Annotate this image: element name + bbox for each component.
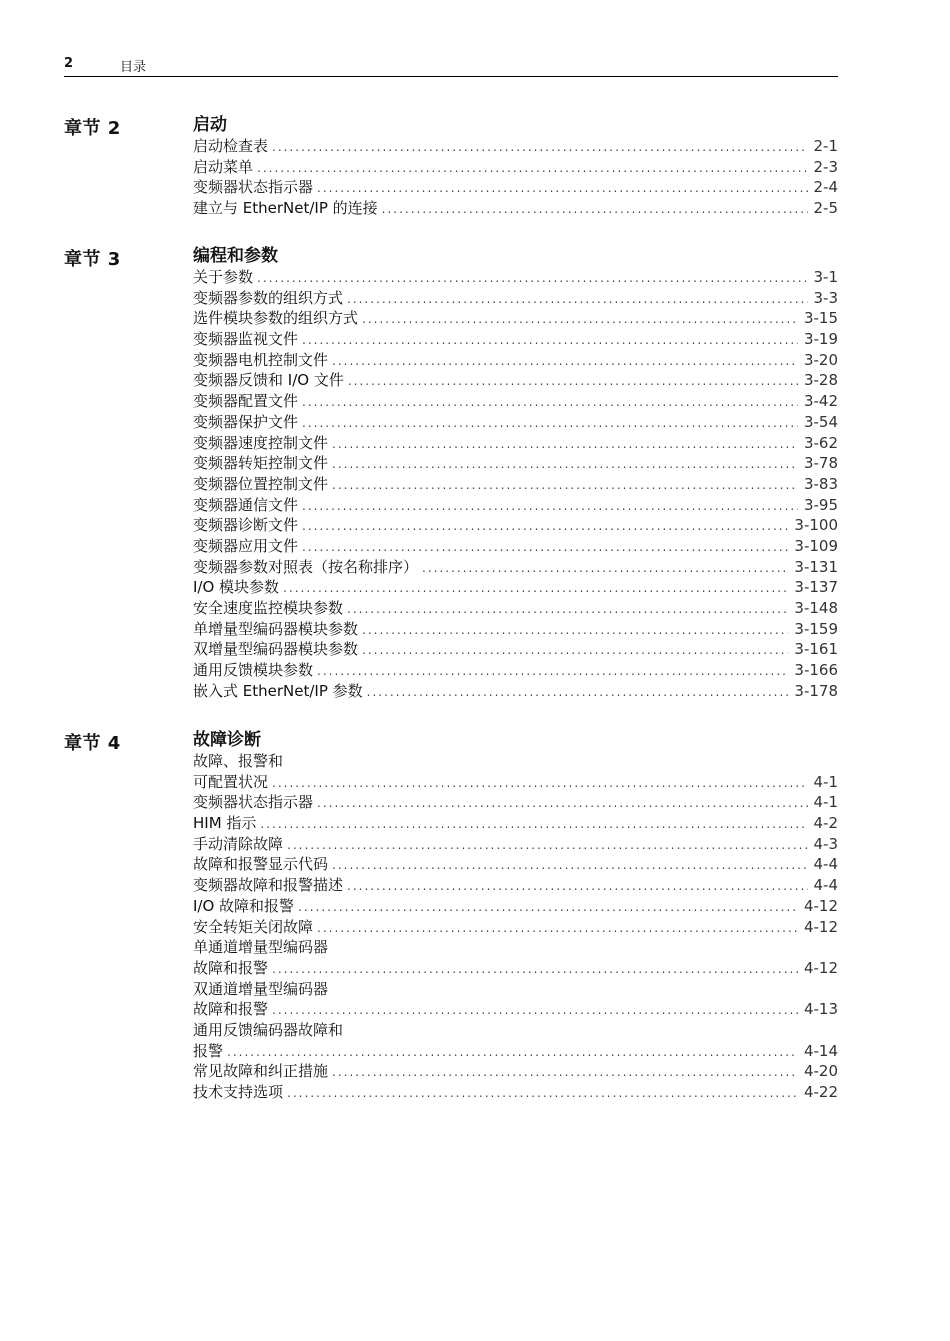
toc-entry-page: 3-83 <box>803 474 838 493</box>
toc-entry-text: HIM 指示 <box>193 814 257 833</box>
toc-entry-page: 3-148 <box>794 599 838 617</box>
toc-entry-text: 变频器位置控制文件 <box>193 474 329 493</box>
dot-leader <box>287 835 807 856</box>
toc-entry[interactable] <box>193 308 838 329</box>
toc-entry-text: 启动检查表 <box>193 137 269 155</box>
dot-leader <box>317 793 807 814</box>
toc-entry-page: 2-4 <box>813 178 838 197</box>
toc-entry[interactable] <box>193 198 838 219</box>
toc-entry-text: 变频器故障和报警描述 <box>193 876 344 895</box>
toc-entry[interactable] <box>193 813 838 834</box>
toc-entry-page: 3-131 <box>794 557 838 576</box>
toc-entry-text: 变频器参数的组织方式 <box>193 288 344 307</box>
toc-entry[interactable] <box>193 370 838 391</box>
toc-entry-page: 3-178 <box>794 681 838 700</box>
dot-leader <box>272 959 798 980</box>
toc-entry-text: 单增量型编码器模块参数 <box>193 619 359 638</box>
toc-entry-page: 4-3 <box>813 834 838 853</box>
toc-entry-text: 关于参数 <box>193 268 254 286</box>
toc-entry[interactable] <box>193 515 838 536</box>
toc-entry[interactable] <box>193 495 838 516</box>
toc-entry-page: 2-3 <box>813 157 838 176</box>
dot-leader <box>272 137 807 158</box>
toc-entry-text: 通用反馈模块参数 <box>193 661 314 680</box>
toc-entry-text: 通用反馈编码器故障和 <box>193 1020 344 1039</box>
toc-entry[interactable] <box>193 958 838 979</box>
dot-leader <box>362 309 798 330</box>
toc-entry[interactable] <box>193 433 838 454</box>
toc-entry-page: 3-137 <box>794 578 838 597</box>
toc-entry-page: 3-159 <box>794 619 838 638</box>
dot-leader <box>347 599 788 620</box>
toc-entry-text: 故障、报警和 <box>193 752 284 770</box>
dot-leader <box>272 1000 798 1021</box>
dot-leader <box>382 199 808 220</box>
toc-entry[interactable] <box>193 453 838 474</box>
toc-entry-text: 变频器速度控制文件 <box>193 433 329 452</box>
dot-leader <box>332 1062 798 1083</box>
toc-entry-text: 报警 <box>193 1041 224 1060</box>
toc-entry-page: 4-1 <box>813 793 838 812</box>
toc-entries <box>193 136 838 219</box>
toc-entry-text: I/O 模块参数 <box>193 578 280 597</box>
header-title: 目录 <box>120 60 147 75</box>
dot-leader <box>260 814 807 835</box>
toc-entry-text: 嵌入式 EtherNet/IP 参数 <box>193 681 363 700</box>
dot-leader <box>302 330 798 351</box>
toc-entry[interactable] <box>193 536 838 557</box>
toc-entry-text: 变频器转矩控制文件 <box>193 454 329 473</box>
toc-entry-text: 安全速度监控模块参数 <box>193 599 344 617</box>
dot-leader <box>302 516 788 537</box>
toc-entry-text: 安全转矩关闭故障 <box>193 917 314 936</box>
toc-entry-page: 3-3 <box>813 288 838 307</box>
toc-entry-text: 启动菜单 <box>193 157 254 176</box>
toc-entry-text: 变频器通信文件 <box>193 495 299 514</box>
dot-leader <box>332 434 798 455</box>
toc-entry-page: 3-1 <box>813 268 838 286</box>
dot-leader <box>257 158 807 179</box>
dot-leader <box>348 371 798 392</box>
toc-entry-text: 选件模块参数的组织方式 <box>193 309 359 328</box>
dot-leader <box>302 537 788 558</box>
toc-entry-page: 4-12 <box>803 958 838 977</box>
dot-leader <box>317 178 807 199</box>
toc-entry-text: 双通道增量型编码器 <box>193 979 329 998</box>
toc-entry[interactable] <box>193 412 838 433</box>
toc-entry[interactable] <box>193 896 838 917</box>
toc-entry[interactable] <box>193 136 838 157</box>
toc-entry-text: 可配置状况 <box>193 772 269 791</box>
chapter-title: 编程和参数 <box>193 246 278 266</box>
toc-entry-text: 双增量型编码器模块参数 <box>193 640 359 659</box>
dot-leader <box>362 640 788 661</box>
toc-entry-page: 2-1 <box>813 137 838 155</box>
toc-entry-page: 4-20 <box>803 1062 838 1081</box>
toc-entry[interactable] <box>193 288 838 309</box>
dot-leader <box>332 855 807 876</box>
toc-entry-text: 变频器状态指示器 <box>193 178 314 197</box>
toc-entry-page: 4-14 <box>803 1041 838 1060</box>
toc-entry-page: 3-166 <box>794 661 838 680</box>
toc-entry-page: 2-5 <box>813 199 838 218</box>
toc-entry[interactable] <box>193 598 838 619</box>
toc-entry-page: 3-95 <box>803 495 838 514</box>
dot-leader <box>347 289 807 310</box>
toc-entry[interactable] <box>193 917 838 938</box>
chapter-label: 章节 4 <box>64 733 121 754</box>
toc-entry-text: 故障和报警 <box>193 958 269 977</box>
dot-leader <box>422 558 788 579</box>
dot-leader <box>347 876 807 897</box>
toc-entry-page: 3-100 <box>794 516 838 535</box>
toc-entry-text: 变频器状态指示器 <box>193 793 314 812</box>
toc-entry[interactable] <box>193 979 838 1000</box>
toc-entry-text: 单通道增量型编码器 <box>193 938 329 957</box>
toc-entry[interactable] <box>193 350 838 371</box>
page-header <box>64 54 838 77</box>
toc-entry[interactable] <box>193 619 838 640</box>
toc-entry[interactable] <box>193 639 838 660</box>
toc-entry[interactable] <box>193 329 838 350</box>
toc-entry-text: I/O 故障和报警 <box>193 896 295 915</box>
dot-leader <box>332 454 798 475</box>
toc-entry-page: 4-12 <box>803 896 838 915</box>
chapter-label: 章节 3 <box>64 249 121 270</box>
toc-entry-text: 变频器反馈和 I/O 文件 <box>193 371 344 390</box>
toc-entry[interactable] <box>193 834 838 855</box>
chapter-title: 故障诊断 <box>193 730 261 750</box>
toc-entry-page: 4-2 <box>813 814 838 833</box>
toc-entry-page: 4-4 <box>813 855 838 874</box>
toc-entry[interactable] <box>193 999 838 1020</box>
toc-entry[interactable] <box>193 267 838 288</box>
toc-entry[interactable] <box>193 157 838 178</box>
toc-entry-page: 4-22 <box>803 1083 838 1101</box>
toc-entries <box>193 751 838 1103</box>
toc-entry[interactable] <box>193 474 838 495</box>
toc-entry-page: 3-15 <box>803 309 838 328</box>
toc-entry[interactable] <box>193 751 838 772</box>
toc-entry[interactable] <box>193 854 838 875</box>
dot-leader <box>298 897 798 918</box>
dot-leader <box>287 1083 798 1104</box>
dot-leader <box>227 1042 798 1063</box>
chapter-body <box>193 245 838 701</box>
toc-entry-page: 3-109 <box>794 536 838 555</box>
toc-entry-text: 手动清除故障 <box>193 834 284 853</box>
dot-leader <box>362 620 788 641</box>
toc-entry-text: 故障和报警显示代码 <box>193 855 329 874</box>
toc-entry-text: 常见故障和纠正措施 <box>193 1062 329 1081</box>
toc-entry-text: 故障和报警 <box>193 1000 269 1019</box>
dot-leader <box>302 496 798 517</box>
toc-entry-page: 3-20 <box>803 350 838 369</box>
toc-entry-text: 变频器电机控制文件 <box>193 350 329 369</box>
chapter-body <box>193 114 838 219</box>
toc-entry[interactable] <box>193 177 838 198</box>
toc-entry-page: 3-19 <box>803 330 838 349</box>
toc-entry-page: 4-12 <box>803 917 838 936</box>
chapter-title: 启动 <box>193 115 227 135</box>
toc-entry-text: 变频器参数对照表（按名称排序） <box>193 557 419 576</box>
toc-entry-text: 变频器诊断文件 <box>193 516 299 535</box>
toc-entry-text: 变频器保护文件 <box>193 412 299 431</box>
chapter-label: 章节 2 <box>64 118 121 139</box>
dot-leader <box>317 918 798 939</box>
dot-leader <box>302 413 798 434</box>
toc-entry-text: 变频器应用文件 <box>193 536 299 555</box>
toc-entry-text: 建立与 EtherNet/IP 的连接 <box>193 199 378 218</box>
toc-entry[interactable] <box>193 792 838 813</box>
dot-leader <box>257 268 807 289</box>
toc-entry[interactable] <box>193 1020 838 1041</box>
toc-entry[interactable] <box>193 772 838 793</box>
toc-entry-page: 3-161 <box>794 640 838 659</box>
page-number: 2 <box>64 56 74 71</box>
toc-entry-page: 3-78 <box>803 454 838 473</box>
toc-entry-page: 3-42 <box>803 392 838 411</box>
toc-entry-page: 4-13 <box>803 1000 838 1019</box>
toc-entry[interactable] <box>193 681 838 702</box>
dot-leader <box>317 661 788 682</box>
toc-entry[interactable] <box>193 1041 838 1062</box>
dot-leader <box>283 578 788 599</box>
toc-entries <box>193 267 838 701</box>
toc-entry[interactable] <box>193 577 838 598</box>
toc-entry-text: 技术支持选项 <box>193 1083 284 1101</box>
toc-entry-text: 变频器配置文件 <box>193 392 299 411</box>
toc-entry[interactable] <box>193 391 838 412</box>
toc-entry[interactable] <box>193 557 838 578</box>
toc-entry[interactable] <box>193 937 838 958</box>
dot-leader <box>367 682 789 703</box>
toc-entry[interactable] <box>193 1082 838 1103</box>
chapter-body <box>193 729 838 1103</box>
dot-leader <box>302 392 798 413</box>
dot-leader <box>332 475 798 496</box>
toc-entry-page: 3-54 <box>803 412 838 431</box>
dot-leader <box>272 773 807 794</box>
toc-entry-page: 3-62 <box>803 433 838 452</box>
toc-entry-page: 4-4 <box>813 876 838 895</box>
toc-entry[interactable] <box>193 1061 838 1082</box>
toc-entry-page: 3-28 <box>803 371 838 390</box>
toc-entry-text: 变频器监视文件 <box>193 330 299 349</box>
toc-entry[interactable] <box>193 660 838 681</box>
toc-entry-page: 4-1 <box>813 772 838 791</box>
toc-entry[interactable] <box>193 875 838 896</box>
dot-leader <box>332 351 798 372</box>
